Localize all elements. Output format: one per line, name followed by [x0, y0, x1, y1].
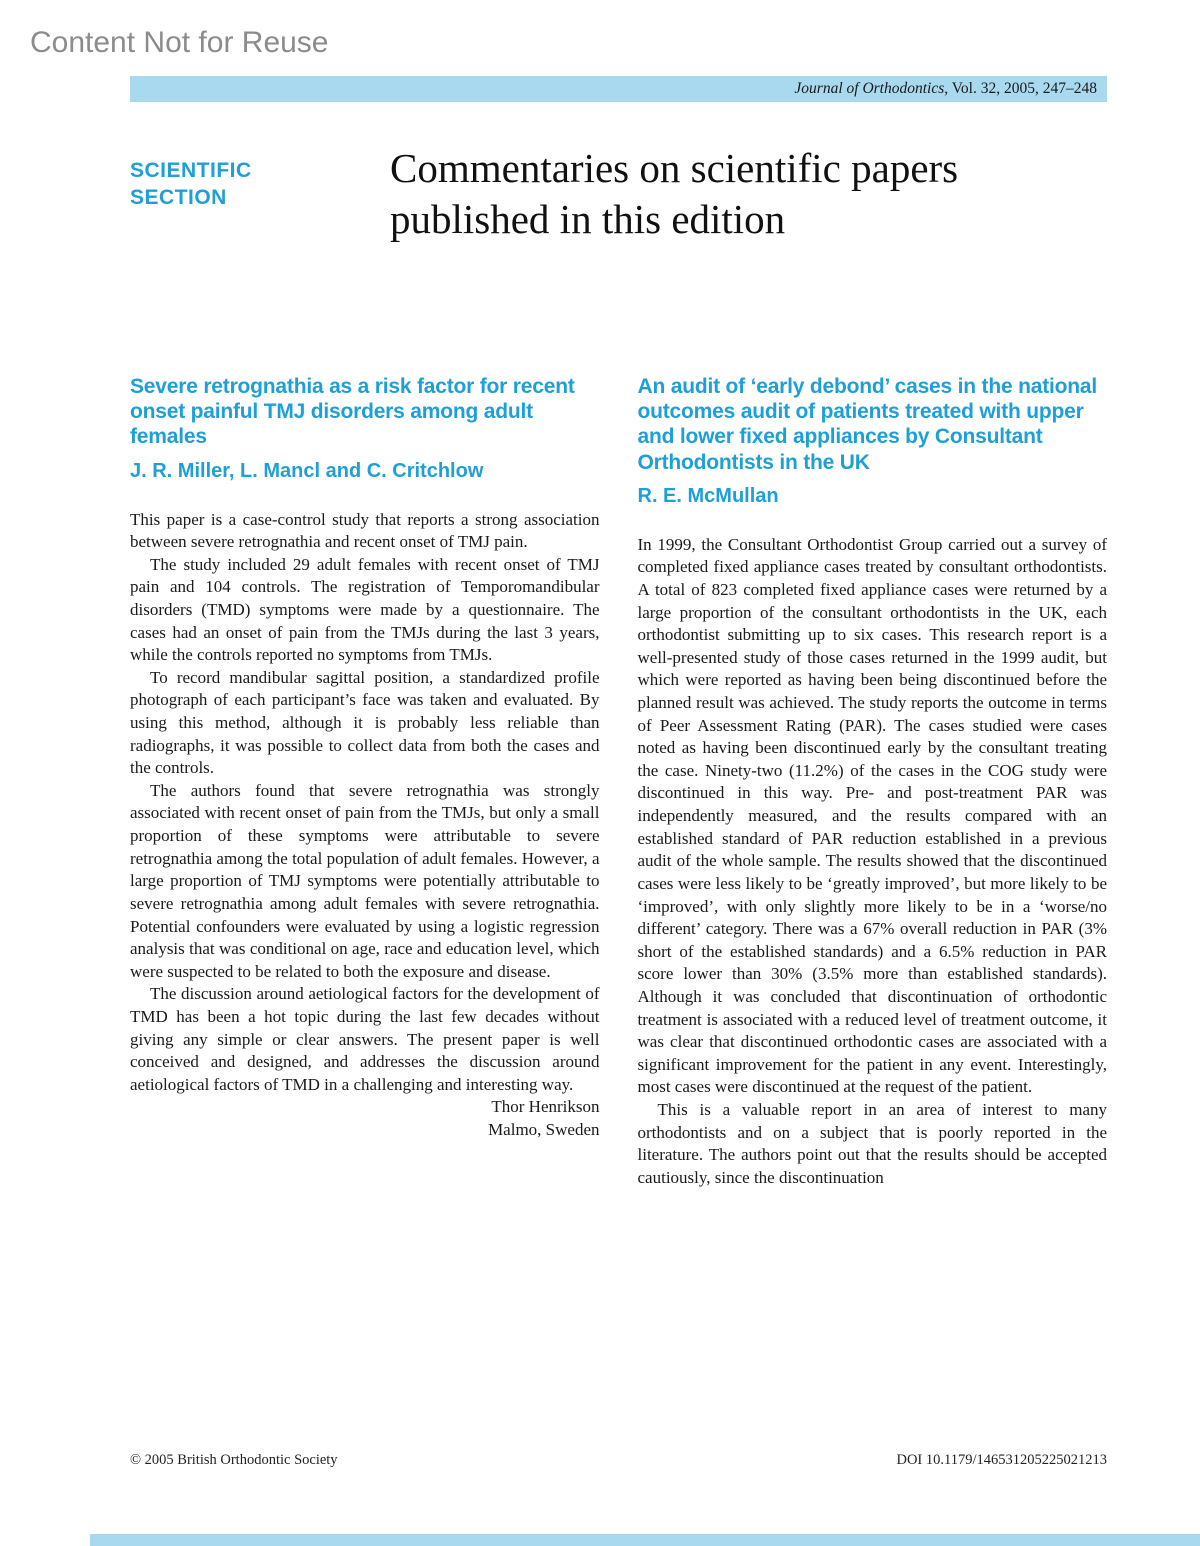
footer-doi: DOI 10.1179/146531205225021213 — [896, 1452, 1107, 1468]
article-right-title: An audit of ‘early debond’ cases in the national outcomes audit of patients treated with upper and lower fixed appliances by Consultant Orthodontists in the UK — [637, 375, 1097, 474]
paragraph: The authors found that severe retrognathia was strongly associated with recent onset of pain from the TMJs, but only a small proportion of these symptoms were attributable to severe retrognathia among the total population of adult females. However, a large proportion of TMJ symptoms were potentially attributable to severe retrognathia among adult females with severe retrognathia. Potential confounders were evaluated by using a logistic regression analysis that was conditional on age, race and education level, which were suspected to be related to both the exposure and disease. — [130, 780, 600, 981]
article-left — [130, 374, 600, 1189]
footer-copyright: © 2005 British Orthodontic Society — [130, 1452, 338, 1468]
paragraph: The study included 29 adult females with recent onset of TMJ pain and 104 controls. The registration of Temporomandibular disorders (TMD) symptoms were made by a questionnaire. The cases had an onset of pain from the TMJs during the last 3 years, while the controls reported no symptoms from TMJs. — [130, 554, 600, 665]
section-label-line1: SCIENTIFIC — [130, 159, 252, 182]
paragraph: This paper is a case-control study that reports a strong association between severe retrognathia and recent onset of TMJ pain. — [130, 509, 600, 552]
paragraph: In 1999, the Consultant Orthodontist Group carried out a survey of completed fixed appliance cases treated by consultant orthodontists. A total of 823 completed fixed appliance cases were returned by a large proportion of the consultant orthodontists in the UK, each orthodontist submitting up to six cases. This research report is a well-presented study of those cases returned in the 1999 audit, but which were reported as having been being discontinued before the planned result was achieved. The study reports the outcome in terms of Peer Assessment Rating (PAR). The cases studied were cases noted as having been discontinued early by the consultant treating the case. Ninety-two (11.2%) of the cases in the COG study were discontinued in this way. Pre- and post-treatment PAR was independently measured, and the results compared with an established standard of PAR reduction established in a previous audit of the whole sample. The results showed that the discontinued cases were less likely to be ‘greatly improved’, but more likely to be ‘improved’, with only slightly more likely to be in a ‘worse/no different’ category. There was a 67% overall reduction in PAR (3% short of the established standards) and a 6.5% reduction in PAR score lower than 30% (3.5% more than established standards). Although it was concluded that discontinuation of orthodontic treatment is associated with a reduced level of treatment outcome, it was clear that discontinued orthodontic cases are associated with a significant improvement for the patient in any event. Interestingly, most cases were discontinued at the request of the patient. — [637, 534, 1107, 1097]
page-footer — [130, 1452, 1107, 1469]
article-left-authors: J. R. Miller, L. Mancl and C. Critchlow — [130, 459, 484, 482]
section-label — [130, 157, 252, 212]
paragraph: To record mandibular sagittal position, a standardized profile photograph of each participant’s face was taken and evaluated. By using this method, although it is probably less reliable than radiographs, it was possible to collect data from both the cases and the controls. — [130, 667, 600, 778]
commentary-signature — [130, 1096, 600, 1141]
signature-location: Malmo, Sweden — [488, 1120, 600, 1140]
bottom-accent-bar — [90, 1534, 1200, 1546]
journal-reference — [794, 80, 1097, 98]
page-title: Commentaries on scientific papers published in this edition — [390, 145, 959, 243]
article-right — [638, 374, 1108, 1189]
content-not-for-reuse-watermark: Content Not for Reuse — [30, 26, 329, 59]
article-right-authors: R. E. McMullan — [637, 484, 779, 507]
paragraph: The discussion around aetiological factors for the development of TMD has been a hot topic during the last few decades without giving any simple or clear answers. The present paper is well conceived and designed, and addresses the discussion around aetiological factors of TMD in a challenging and interesting way. — [130, 984, 600, 1094]
two-column-layout — [130, 374, 1107, 1189]
article-left-body — [130, 509, 600, 1142]
masthead-bar — [130, 76, 1107, 102]
article-right-body — [638, 534, 1108, 1190]
section-label-line2: SECTION — [130, 186, 227, 210]
paragraph: This is a valuable report in an area of interest to many orthodontists and on a subject that is poorly reported in the literature. The authors point out that the results should be accepted cautiously, since the discontinuation — [637, 1099, 1107, 1187]
journal-issue-info: , Vol. 32, 2005, 247–248 — [944, 80, 1097, 97]
journal-name: Journal of Orthodontics — [794, 80, 945, 97]
article-left-title: Severe retrognathia as a risk factor for recent onset painful TMJ disorders among adult females — [130, 375, 575, 449]
signature-name: Thor Henrikson — [491, 1097, 600, 1117]
